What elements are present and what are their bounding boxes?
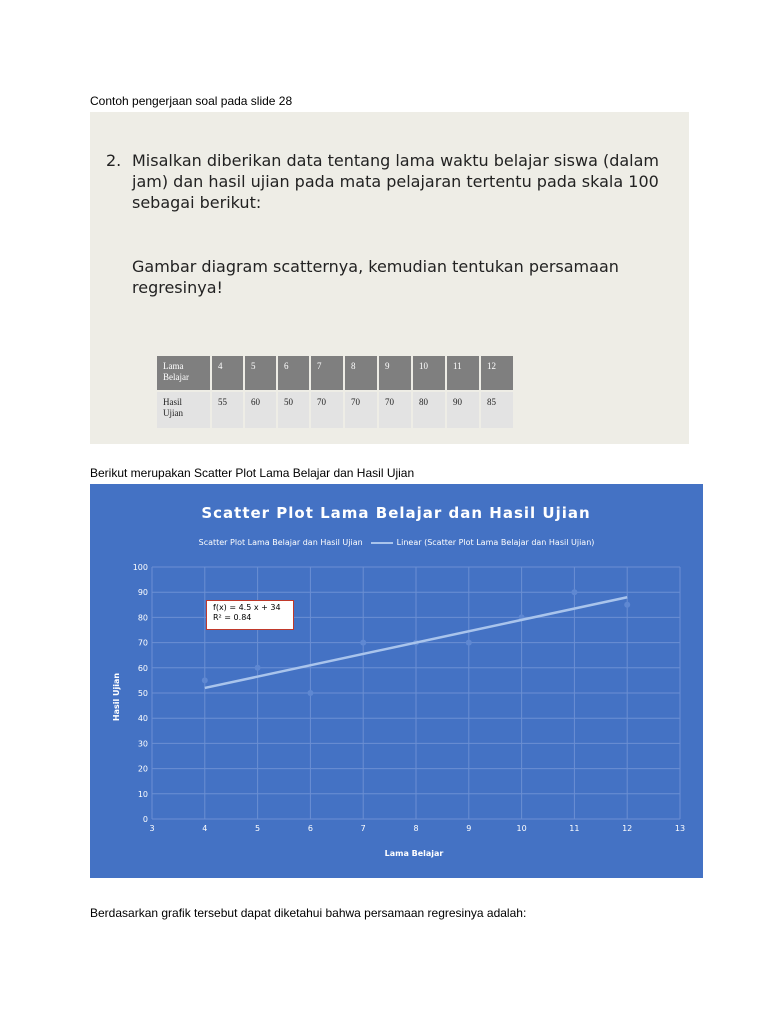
table-cell: 7 — [310, 356, 344, 391]
x-tick-label: 6 — [307, 824, 313, 833]
x-tick-label: 8 — [413, 824, 419, 833]
scatter-point — [624, 602, 630, 608]
y-tick-label: 0 — [142, 815, 148, 824]
chart-caption: Berikut merupakan Scatter Plot Lama Belajar dan Hasil Ujian — [90, 466, 415, 480]
table-row-label: Hasil Ujian — [157, 391, 211, 428]
table-row-label: Lama Belajar — [157, 356, 211, 391]
scatter-chart — [90, 484, 703, 878]
x-axis-label: Lama Belajar — [384, 849, 444, 858]
y-tick-label: 100 — [132, 563, 148, 572]
table-cell: 70 — [378, 391, 412, 428]
table-cell: 60 — [244, 391, 277, 428]
y-tick-label: 40 — [137, 714, 148, 724]
y-tick-label: 30 — [137, 739, 148, 749]
x-tick-label: 12 — [622, 824, 633, 833]
x-tick-label: 9 — [466, 824, 472, 833]
question-number: 2. — [106, 151, 122, 170]
question-block — [106, 150, 666, 213]
table-cell: 50 — [277, 391, 310, 428]
x-tick-label: 3 — [149, 824, 155, 833]
chart-title: Scatter Plot Lama Belajar dan Hasil Ujian — [201, 504, 591, 522]
y-tick-label: 10 — [137, 789, 148, 799]
trend-r-squared: R² = 0.84 — [213, 613, 252, 622]
table-cell: 11 — [446, 356, 480, 391]
x-tick-label: 5 — [255, 824, 261, 833]
table-cell: 90 — [446, 391, 480, 428]
table-cell: 70 — [344, 391, 378, 428]
scatter-point — [571, 589, 577, 595]
table-cell: 10 — [412, 356, 446, 391]
x-tick-label: 10 — [516, 824, 527, 833]
y-tick-label: 20 — [137, 764, 148, 774]
y-tick-label: 60 — [137, 663, 148, 673]
data-table — [157, 356, 515, 428]
y-tick-label: 90 — [137, 588, 148, 598]
table-cell: 85 — [480, 391, 514, 428]
scatter-point — [360, 640, 366, 646]
table-cell: 6 — [277, 356, 310, 391]
chart-legend — [90, 538, 703, 547]
y-tick-label: 50 — [137, 689, 148, 698]
scatter-point — [202, 677, 208, 683]
legend-trend-label: Linear (Scatter Plot Lama Belajar dan Hasil Ujian) — [396, 538, 595, 547]
question-text: Misalkan diberikan data tentang lama waktu belajar siswa (dalam jam) dan hasil ujian pada mata pelajaran tertentu pada skala 100 sebagai berikut: — [132, 151, 660, 212]
scatter-point — [307, 690, 313, 696]
table-cell: 70 — [310, 391, 344, 428]
x-tick-label: 13 — [674, 824, 686, 833]
conclusion-paragraph: Berdasarkan grafik tersebut dapat diketahui bahwa persamaan regresinya adalah: — [90, 906, 527, 920]
question-instruction: Gambar diagram scatternya, kemudian tentukan persamaan regresinya! — [132, 257, 619, 297]
table-row-lama-belajar — [157, 356, 514, 391]
trend-equation-box — [206, 600, 294, 630]
y-axis-label: Hasil Ujian — [112, 672, 121, 722]
table-row-hasil-ujian — [157, 391, 514, 428]
y-tick-label: 80 — [137, 613, 148, 623]
x-tick-label: 11 — [569, 824, 580, 833]
x-tick-label: 4 — [202, 824, 208, 833]
table-cell: 9 — [378, 356, 412, 391]
x-tick-label: 7 — [360, 824, 366, 833]
scatter-point — [466, 640, 472, 646]
legend-trend-swatch — [371, 542, 393, 544]
scatter-point — [255, 665, 261, 671]
intro-paragraph: Contoh pengerjaan soal pada slide 28 — [90, 94, 293, 108]
table-cell: 55 — [211, 391, 244, 428]
table-cell: 5 — [244, 356, 277, 391]
table-cell: 80 — [412, 391, 446, 428]
slide-image — [90, 112, 689, 444]
y-tick-label: 70 — [137, 638, 148, 648]
trend-equation: f(x) = 4.5 x + 34 — [213, 603, 281, 612]
legend-series-label: Scatter Plot Lama Belajar dan Hasil Ujian — [198, 538, 363, 547]
table-cell: 8 — [344, 356, 378, 391]
table-cell: 12 — [480, 356, 514, 391]
table-cell: 4 — [211, 356, 244, 391]
